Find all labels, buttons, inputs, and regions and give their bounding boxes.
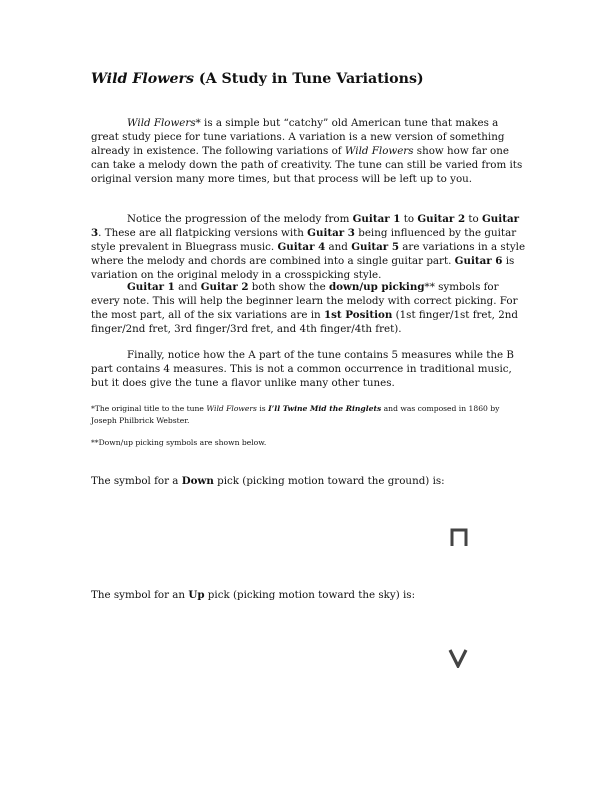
text-run: is [256, 404, 269, 413]
text-run: is variation on the original melody in a crosspicking style. [91, 255, 515, 282]
text-run: . These are all flatpicking versions with [98, 227, 308, 240]
page-title [91, 71, 424, 87]
guitar-label: Guitar 3 [307, 227, 355, 240]
measures-paragraph [91, 348, 527, 390]
text-run: The symbol for an [91, 589, 189, 601]
title-subtitle: (A Study in Tune Variations) [193, 71, 424, 87]
text-run: and [325, 241, 352, 254]
tune-name: Wild Flowers [127, 117, 196, 129]
tune-name: Wild Flowers [206, 404, 257, 413]
down-pick-description [91, 474, 445, 488]
intro-paragraph [91, 116, 527, 186]
text-run: to [465, 213, 482, 225]
picking-term: down/up picking [328, 281, 425, 293]
footnote-picking-symbols [91, 437, 521, 449]
guitar-label: Guitar 5 [351, 241, 399, 254]
text-run: show how far one can take a melody down the path of creativity. The tune can still be varied from its original version many more times, but that process will be left up to you. [91, 145, 523, 186]
down-term: Down [181, 475, 214, 487]
guitar-label: Guitar 2 [200, 281, 249, 293]
text-run: **Down/up picking symbols are shown below. [91, 438, 267, 447]
text-run: and was composed in 1860 by Joseph Philbrick Webster. [91, 404, 500, 425]
text-run: Notice the progression of the melody from [127, 213, 353, 225]
title-tune-name: Wild Flowers [91, 71, 194, 87]
text-run: are variations in a style where the melody and chords are combined into a single guitar part. [91, 241, 526, 268]
picking-paragraph [91, 280, 527, 336]
guitar-label: Guitar 6 [454, 255, 503, 268]
guitar-label: Guitar 4 [277, 241, 326, 254]
down-bow-icon [450, 528, 468, 546]
guitar-label: Guitar 2 [417, 213, 466, 225]
text-run: pick (picking motion toward the ground) is: [213, 475, 445, 487]
text-run: *The original title to the tune [91, 404, 207, 413]
text-run: to [400, 213, 418, 225]
text-run: * is a simple but “catchy” old American tune that makes a great study piece for tune variations. A variation is a new version of something already in existence. The following variations of [91, 117, 505, 158]
text-run: and [174, 281, 201, 293]
text-run: pick (picking motion toward the sky) is: [204, 589, 416, 601]
up-term: Up [188, 589, 205, 601]
text-run: both show the [248, 281, 329, 293]
text-run: (1st finger/1st fret, 2nd finger/2nd fret, 3rd finger/3rd fret, and 4th finger/4th fret). [91, 309, 518, 336]
guitar-label: Guitar 1 [352, 213, 401, 225]
text-run: Finally, notice how the A part of the tune contains 5 measures while the B part contains 4 measures. This is not a common occurrence in traditional music, but it does give the tune a flavor unlike many other tunes. [91, 349, 514, 390]
footnote-original-title [91, 403, 521, 426]
guitar-label: Guitar 1 [127, 281, 175, 293]
text-run: ** symbols for every note. This will help the beginner learn the melody with correct picking. For the most part, all of the six variations are in [91, 281, 518, 322]
tune-name: Wild Flowers [344, 145, 414, 158]
original-title: I’ll Twine Mid the Ringlets [268, 404, 382, 413]
text-run: being influenced by the guitar style prevalent in Bluegrass music. [91, 227, 517, 254]
up-bow-icon [447, 648, 469, 668]
guitar-label: Guitar 3 [91, 213, 520, 240]
progression-paragraph [91, 212, 527, 282]
position-term: 1st Position [323, 309, 393, 322]
up-pick-description [91, 588, 415, 602]
text-run: The symbol for a [91, 475, 182, 487]
